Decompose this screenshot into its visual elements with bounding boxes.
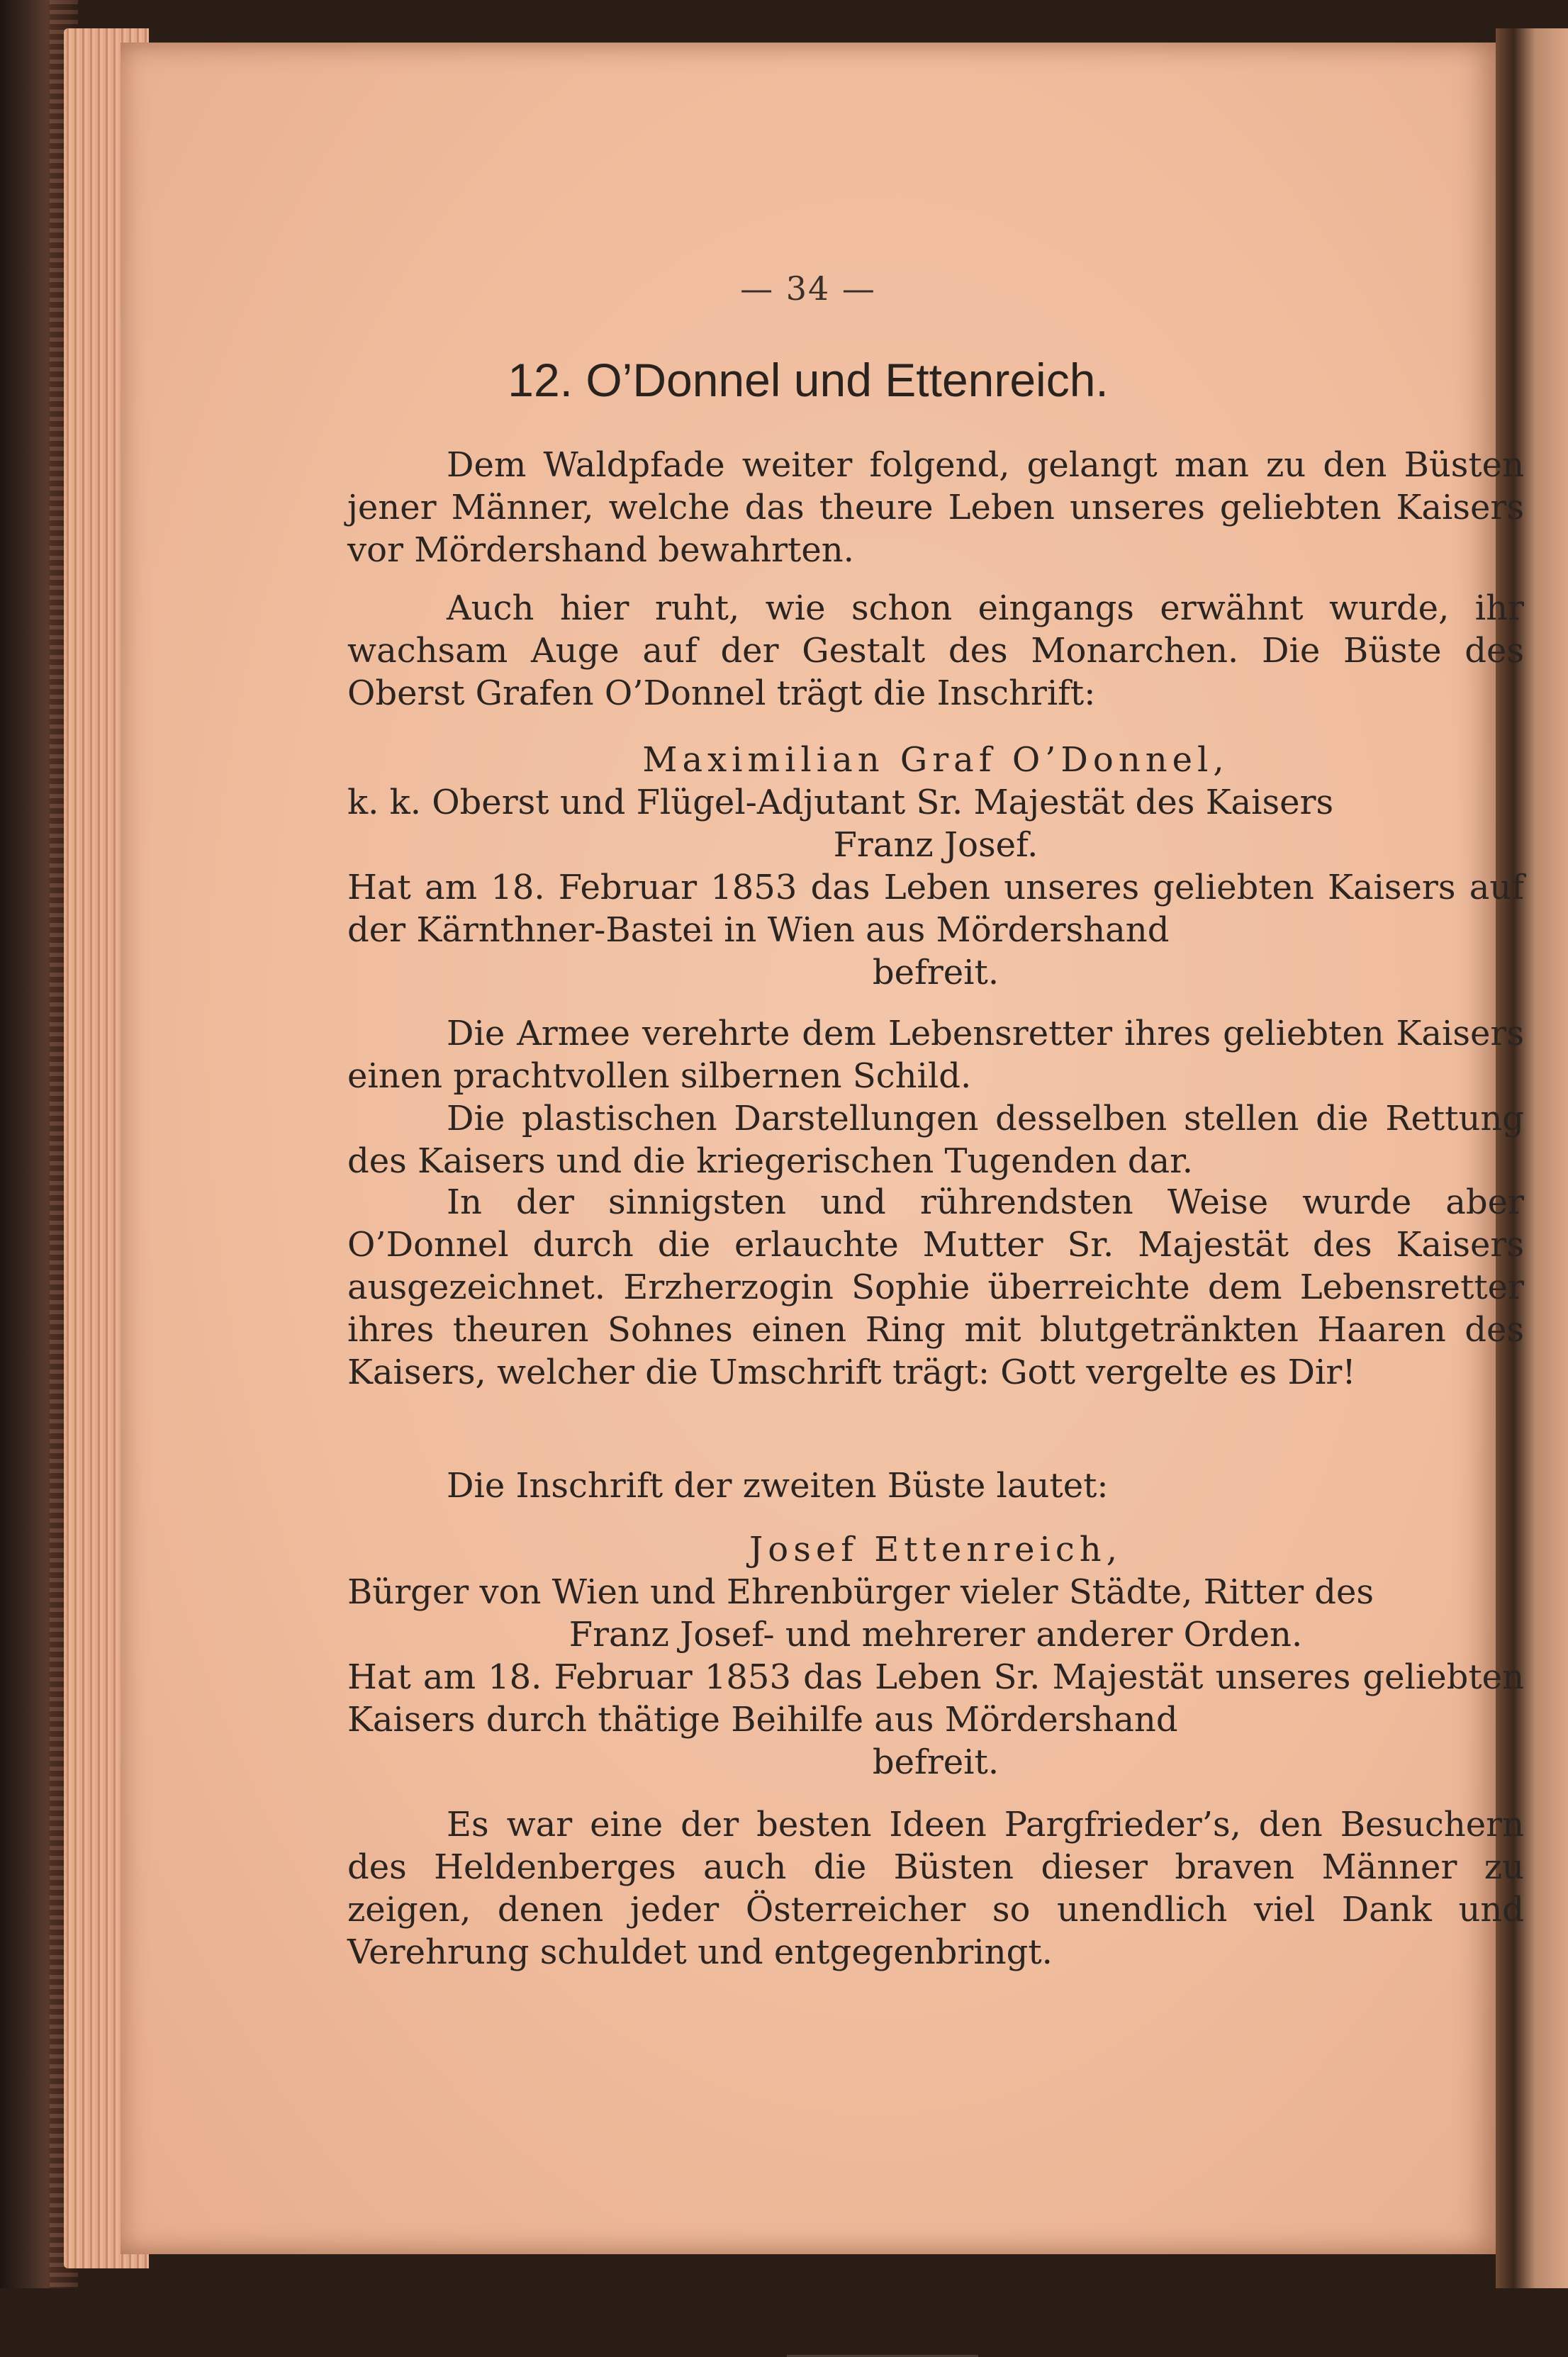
inscription-1-title-2: Franz Josef. <box>833 825 1038 865</box>
chapter-title: 12. O’Donnel und Ettenreich. <box>508 354 1109 406</box>
paragraph-second-bust: Die Inschrift der zweiten Büste lautet: <box>447 1466 1109 1506</box>
inscription-1-deed: Hat am 18. Februar 1853 das Leben unseres geliebten Kaisers auf der Kärnthner-Bastei in Wien aus Mördershand <box>347 868 1524 950</box>
paragraph-army-shield: Die Armee verehrte dem Lebensretter ihres geliebten Kaisers einen prachtvollen silbernen Schild. <box>347 1014 1524 1096</box>
paragraph-ring: In der sinnigsten und rührendsten Weise wurde aber O’Donnel durch die erlauchte Mutter Sr. Majestät des Kaisers ausgezeichnet. Erzherzogin Sophie überreichte dem Lebensretter ihres theuren Sohnes einen Ring mit blutgetränkten Haaren des Kaisers, welcher die Umschrift trägt: Gott vergelte es Dir! <box>347 1182 1524 1392</box>
inscription-1-name: Maximilian Graf O’Donnel, <box>642 740 1229 780</box>
inscription-2-title-2: Franz Josef- und mehrerer anderer Orden. <box>569 1615 1303 1655</box>
inscription-2-deed: Hat am 18. Februar 1853 das Leben Sr. Majestät unseres geliebten Kaisers durch thätige Beihilfe aus Mördershand <box>347 1657 1524 1740</box>
inscription-1-deed-end: befreit. <box>872 953 999 992</box>
paragraph-closing: Es war eine der besten Ideen Pargfrieder’s, den Besuchern des Heldenberges auch die Büsten dieser braven Männer zu zeigen, denen jeder Österreicher so unendlich viel Dank und Verehrung schuldet und entgegenbringt. <box>347 1805 1524 1972</box>
inscription-2-deed-end: befreit. <box>872 1742 999 1782</box>
paragraph-watchful-eye: Auch hier ruht, wie schon eingangs erwähnt wurde, ihr wachsam Auge auf der Gestalt des Monarchen. Die Büste des Oberst Grafen O’Donnel trägt die Inschrift: <box>347 588 1524 713</box>
inscription-1-title: k. k. Oberst und Flügel-Adjutant Sr. Majestät des Kaisers <box>347 783 1334 822</box>
paragraph-shield-depictions: Die plastischen Darstellungen desselben stellen die Rettung des Kaisers und die kriegerischen Tugenden dar. <box>347 1099 1524 1181</box>
book-page <box>121 43 1524 2254</box>
paragraph-intro: Dem Waldpfade weiter folgend, gelangt man zu den Büsten jener Männer, welche das theure Leben unseres geliebten Kaisers vor Mördershand bewahrten. <box>347 445 1524 570</box>
page-number: — 34 — <box>740 269 876 308</box>
inscription-2-name: Josef Ettenreich, <box>749 1530 1122 1569</box>
inscription-2-title: Bürger von Wien und Ehrenbürger vieler Städte, Ritter des <box>347 1572 1374 1612</box>
